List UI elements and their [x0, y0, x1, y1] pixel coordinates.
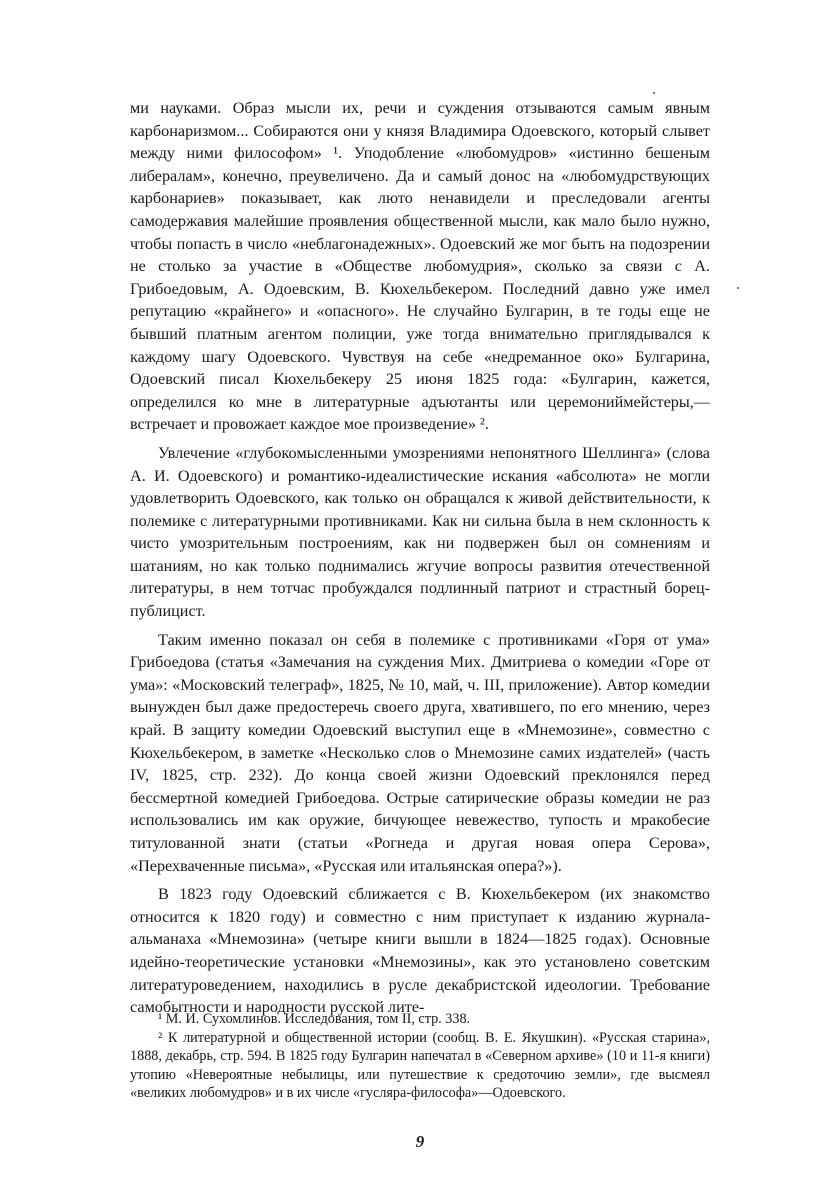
main-text [130, 97, 710, 1025]
footnote-1: ¹ М. И. Сухомлинов. Исследования, том II, стр. 338. [158, 1011, 471, 1027]
paragraph: Увлечение «глубокомысленными умозрениями непонятного Шеллинга» (слова А. И. Одоевского) и романтико-идеалистические искания «абсолюта» не могли удовлетворить Одоевского, как только он обращался к живой действительности, к полемике с литературными противниками. Как ни сильна была в нем склонность к чисто умозрительным построениям, как ни подвержен был он сомнениям и шатаниям, но как только поднимались жгучие вопросы развития отечественной литературы, в нем тотчас пробуждался подлинный патриот и страстный борец-публицист. [130, 443, 710, 621]
scan-speck [653, 92, 655, 94]
paragraph: ми науками. Образ мысли их, речи и суждения отзываются самым явным карбонаризмом... Собираются они у князя Владимира Одоевского, который слывет между ними философом» ¹. Уподобление «любомудров» «истинно бешеным либералам», конечно, преувеличено. Да и самый донос на «любомудрствующих карбонариев» показывает, как люто ненавидели и преследовали агенты самодержавия малейшие проявления общественной мысли, как мало было нужно, чтобы попасть в число «неблагонадежных». Одоевский же мог быть на подозрении не столько за участие в «Обществе любомудрия», сколько за связи с А. Грибоедовым, А. Одоевским, В. Кюхельбекером. Последний давно уже имел репутацию «крайнего» и «опасного». Не случайно Булгарин, в те годы еще не бывший платным агентом полиции, уже тогда внимательно приглядывался к каждому шагу Одоевского. Чувствуя на себе «недреманное око» Булгарина, Одоевский писал Кюхельбекеру 25 июня 1825 года: «Булгарин, кажется, определился ко мне в литературные адъютанты или церемониймейстеры,— встречает и провожает каждое мое произведение» ². [130, 99, 710, 434]
footnotes [130, 1010, 710, 1103]
paragraph: Таким именно показал он себя в полемике с противниками «Горя от ума» Грибоедова (статья «Замечания на суждения Мих. Дмитриева о комедии «Горе от ума»: «Московский телеграф», 1825, № 10, май, ч. III, приложение). Автор комедии вынужден был даже предостеречь своего друга, хватившего, по его мнению, через край. В защиту комедии Одоевский выступил еще в «Мнемозине», совместно с Кюхельбекером, в заметке «Несколько слов о Мнемозине самих издателей» (часть IV, 1825, стр. 232). До конца своей жизни Одоевский преклонялся перед бессмертной комедией Грибоедова. Острые сатирические образы комедии не раз использовались им как оружие, бичующее невежество, тупость и мракобесие титулованной знати (статьи «Рогнеда и другая новая опера Серова», «Перехваченные письма», «Русская или итальянская опера?»). [130, 630, 710, 875]
scan-speck [737, 287, 739, 289]
paragraph: В 1823 году Одоевский сближается с В. Кюхельбекером (их знакомство относится к 1820 году) и совместно с ним приступает к изданию журнала-альманаха «Мнемозина» (четыре книги вышли в 1824—1825 годах). Основные идейно-теоретические установки «Мнемозины», как это установлено советским литературоведением, находились в русле декабристской идеологии. Требование самобытности и народности русской лите- [130, 885, 710, 1017]
footnote-2: ² К литературной и общественной истории (сообщ. В. Е. Якушкин). «Русская старина», 1888, декабрь, стр. 594. В 1825 году Булгарин напечатал в «Северном архиве» (10 и 11-я книги) утопию «Невероятные небылицы, или путешествие к средоточию земли», где высмеял «великих любомудров» и в их числе «гусляра-философа»—Одоевского. [130, 1029, 710, 1102]
page-number: 9 [415, 1132, 425, 1151]
